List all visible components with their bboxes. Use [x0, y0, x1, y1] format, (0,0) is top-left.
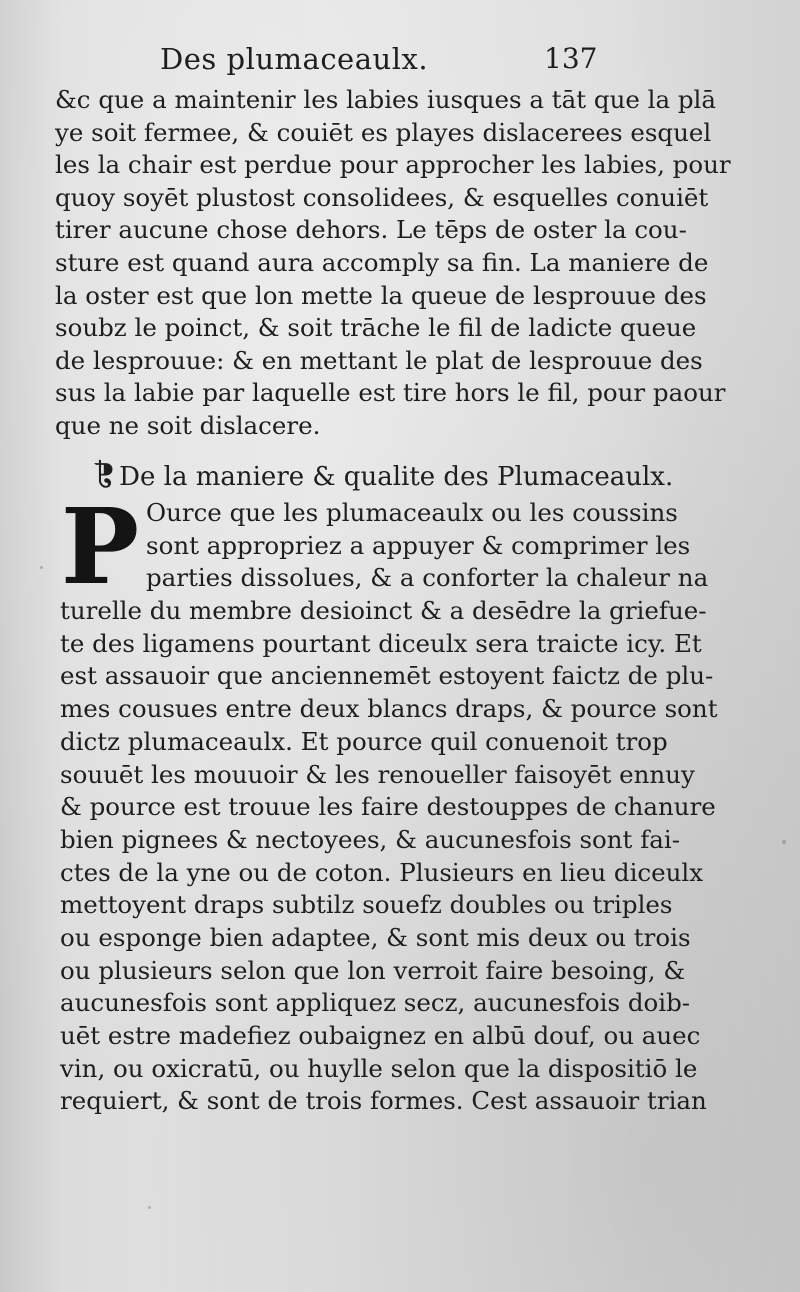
text-line: vin, ou oxicratū, ou huylle selon que la dispositiō le — [60, 1053, 698, 1083]
text-line: Ource que les plumaceaulx ou les coussins — [146, 498, 678, 527]
text-line: ctes de la yne ou de coton. Plusieurs en lieu diceulx — [60, 857, 704, 887]
drop-capital: P — [60, 485, 140, 608]
section-heading — [92, 458, 673, 493]
paper-speck — [40, 566, 43, 569]
text-line: aucunesfois sont appliquez secz, aucunesfois doib- — [60, 988, 691, 1018]
text-line: ou esponge bien adaptee, & sont mis deux ou trois — [60, 922, 691, 952]
text-line: uēt estre madefiez oubaignez en albū douf, ou auec — [60, 1021, 701, 1050]
text-line: mes cousues entre deux blancs draps, & pource sont — [60, 694, 718, 724]
section-heading-text: De la maniere & qualite des Plumaceaulx. — [119, 462, 674, 492]
section-paragraph — [60, 485, 718, 1147]
page-number: 137 — [544, 42, 598, 75]
text-line: souuēt les mouuoir & les renoueller faisoyēt ennuy — [60, 759, 695, 789]
text-line: bien pignees & nectoyees, & aucunesfois sont fai- — [60, 824, 680, 854]
pilcrow-mark: ❡ — [92, 458, 118, 493]
text-line: de lesprouue: & en mettant le plat de lesprouue des — [55, 345, 703, 375]
text-line: ou plusieurs selon que lon verroit faire besoing, & — [60, 955, 686, 985]
text-line: sus la labie par laquelle est tire hors le fil, pour paour — [55, 378, 726, 408]
text-line: parties dissolues, & a conforter la chaleur na — [146, 563, 709, 593]
text-line: turelle du membre desioinct & a desēdre la griefue- — [60, 596, 707, 626]
text-line: quoy soyēt plustost consolidees, & esquelles conuiēt — [55, 182, 709, 212]
text-line: est assauoir que anciennemēt estoyent faictz de plu- — [60, 661, 714, 691]
running-head: Des plumaceaulx. — [160, 42, 429, 76]
text-line: sont appropriez a appuyer & comprimer les — [146, 530, 691, 560]
text-line: requiert, & sont de trois formes. Cest assauoir trian — [60, 1086, 707, 1116]
text-line: te des ligamens pourtant diceulx sera traicte icy. Et — [60, 628, 702, 658]
text-line: soubz le poinct, & soit trāche le fil de ladicte queue — [55, 313, 697, 343]
text-line: &c que a maintenir les labies iusques a tāt que la plā — [55, 85, 716, 114]
paper-speck — [782, 840, 786, 844]
text-line: la oster est que lon mette la queue de lesprouue des — [55, 280, 707, 310]
paper-speck — [148, 1206, 151, 1209]
text-line: & pource est trouue les faire destouppes de chanure — [60, 792, 716, 822]
page-header — [160, 42, 600, 82]
text-line: tirer aucune chose dehors. Le tēps de oster la cou- — [55, 215, 687, 245]
text-line: ye soit fermee, & couiēt es playes dislacerees esquel — [55, 117, 712, 147]
text-line: les la chair est perdue pour approcher les labies, pour — [55, 150, 731, 180]
text-line: dictz plumaceaulx. Et pource quil conuenoit trop — [60, 726, 668, 756]
continuation-paragraph — [55, 84, 731, 443]
text-line: mettoyent draps subtilz souefz doubles ou triples — [60, 890, 673, 920]
text-line: sture est quand aura accomply sa fin. La maniere de — [55, 247, 709, 277]
text-line: que ne soit dislacere. — [55, 410, 321, 440]
